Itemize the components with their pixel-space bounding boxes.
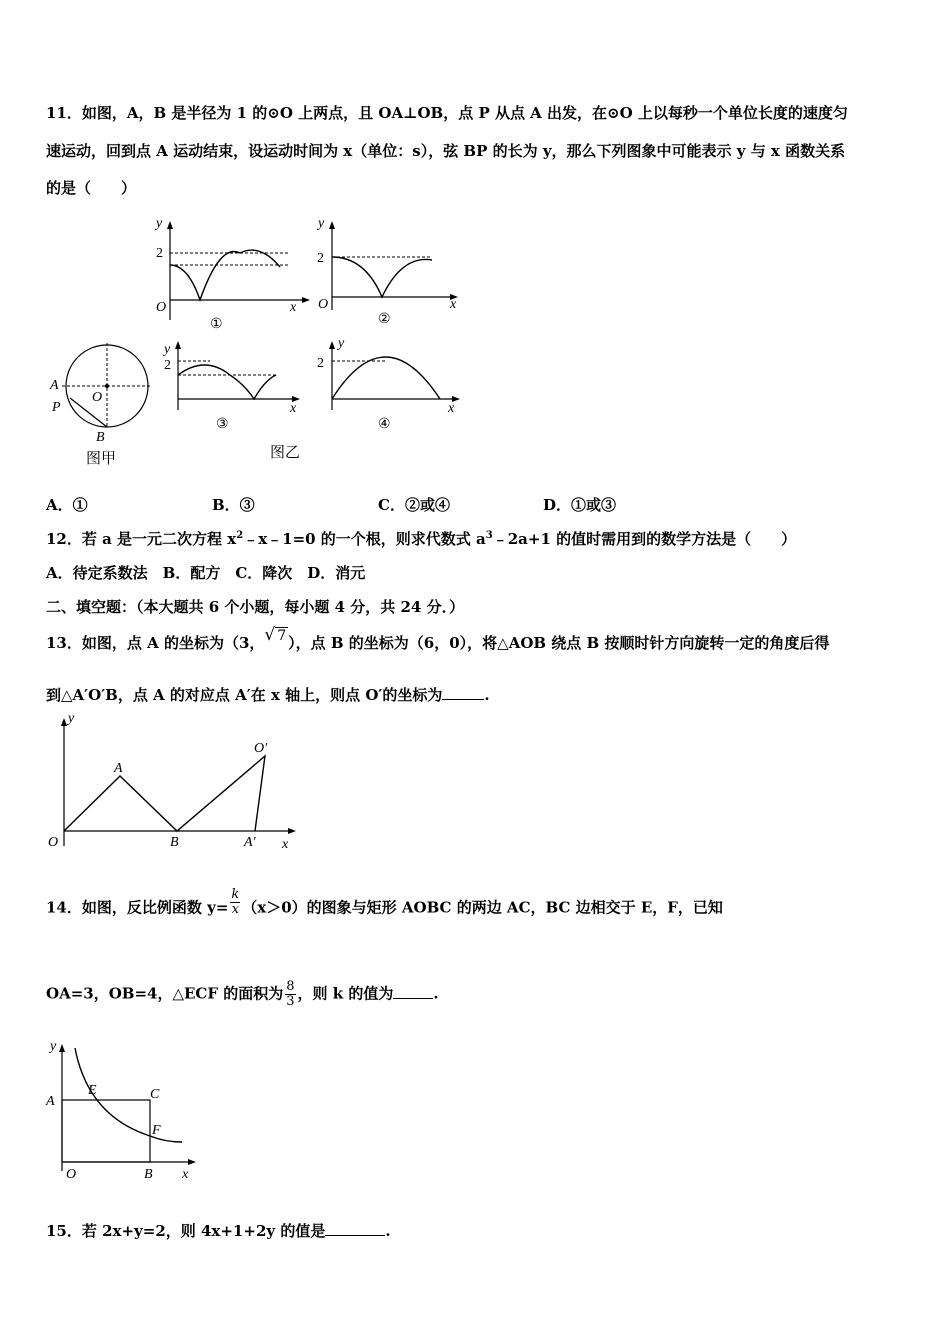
q14-x-label: x	[182, 1167, 189, 1182]
circle-b-label: B	[96, 430, 105, 445]
q14-area-den: 3	[286, 994, 295, 1009]
q12-stem-pre: 12．若 a 是一元二次方程 x	[46, 530, 237, 548]
section-2-heading: 二、填空题：（本大题共 6 个小题，每小题 4 分，共 24 分．）	[46, 598, 465, 616]
g4-two-label: 2	[317, 356, 324, 371]
g2-o-label: O	[318, 297, 329, 312]
q13-a-prime-label: A′	[244, 835, 256, 850]
q14-figure	[40, 1036, 200, 1194]
q14-area-num: 8	[286, 979, 295, 994]
q13-figure	[40, 708, 300, 858]
q14-e-label: E	[88, 1083, 97, 1098]
g3-y-label: y	[164, 342, 171, 357]
q14-line2-pre: OA=3，OB=4，△ECF 的面积为	[46, 984, 284, 1003]
q14-fraction-k-over-x	[230, 888, 240, 917]
q13-line1	[46, 625, 830, 653]
q13-a-label: A	[114, 761, 123, 776]
q14-b-label: B	[144, 1167, 153, 1182]
q13-post: ），点 B 的坐标为（6，0），将△AOB 绕点 B 按顺时针方向旋转一定的角度后得	[288, 634, 830, 652]
q11-option-d: D．①或③	[543, 496, 617, 514]
q12-sup-3: 3	[485, 530, 493, 541]
q12-sup-2: 2	[236, 530, 244, 541]
g2-number: ②	[378, 312, 391, 327]
q12-options: A．待定系数法 B．配方 C．降次 D．消元	[46, 564, 366, 582]
q11-option-b: B．③	[212, 496, 255, 514]
g1-y-label: y	[156, 216, 163, 231]
g1-x-label: x	[290, 300, 297, 315]
q14-answer-blank[interactable]	[393, 998, 433, 999]
q14-c-label: C	[150, 1087, 160, 1102]
q12-stem-post: ﹣2a+1 的值时需用到的数学方法是（ ）	[492, 530, 797, 548]
q12-stem	[46, 528, 796, 549]
q15-line	[46, 1220, 391, 1241]
q12-stem-mid: ﹣x﹣1=0 的一个根，则求代数式 a	[243, 530, 486, 548]
g3-number: ③	[216, 417, 229, 432]
circle-figure	[49, 343, 152, 467]
q13-pre: 13．如图，点 A 的坐标为（3，	[46, 634, 265, 652]
q14-o-label: O	[66, 1167, 77, 1182]
sqrt-sign: √	[264, 625, 276, 645]
q14-end: .	[433, 984, 439, 1003]
g2-x-label: x	[450, 297, 457, 312]
q14-y-label: y	[50, 1039, 57, 1054]
q11-line3: 的是（ ）	[46, 179, 137, 197]
graph-2	[316, 216, 458, 327]
q11-line2: 速运动，回到点 A 运动结束，设运动时间为 x（单位：s），弦 BP 的长为 y，那么下列图象中可能表示 y 与 x 函数关系	[46, 142, 846, 160]
q14-area-fraction	[285, 980, 295, 1009]
q13-x-label: x	[282, 837, 289, 852]
g1-two-label: 2	[156, 246, 163, 261]
q13-o-label: O	[48, 835, 59, 850]
g3-x-label: x	[290, 401, 297, 416]
q15-answer-blank[interactable]	[325, 1235, 385, 1236]
q14-post: （x＞0）的图象与矩形 AOBC 的两边 AC，BC 边相交于 E，F，已知	[242, 898, 723, 917]
graph-1	[154, 216, 310, 332]
circle-o-label: O	[92, 390, 103, 405]
g1-o-label: O	[156, 300, 167, 315]
g2-y-label: y	[318, 216, 325, 231]
q13-line2-text: 到△A′O′B，点 A 的对应点 A′在 x 轴上，则点 O′的坐标为	[46, 686, 443, 704]
q13-o-prime-label: O′	[254, 741, 268, 756]
q14-line2-post: ，则 k 的值为	[297, 984, 394, 1003]
q11-line1: 11．如图，A，B 是半径为 1 的⊙O 上两点，且 OA⊥OB，点 P 从点 A 出发，在⊙O 上以每秒一个单位长度的速度匀	[46, 104, 848, 122]
q11-figure	[40, 215, 470, 475]
g3-two-label: 2	[164, 358, 171, 373]
q14-pre: 14．如图，反比例函数 y=	[46, 898, 229, 917]
g4-y-label: y	[338, 336, 345, 351]
q13-y-label: y	[68, 711, 75, 726]
q11-option-c: C．②或④	[378, 496, 450, 514]
graph-3	[162, 341, 300, 461]
g1-number: ①	[210, 317, 223, 332]
q13-answer-blank[interactable]	[442, 699, 484, 700]
g4-number: ④	[378, 417, 391, 432]
q15-text: 15．若 2x+y=2，则 4x+1+2y 的值是	[46, 1222, 326, 1240]
g4-x-label: x	[448, 401, 455, 416]
q14-f-label: F	[152, 1123, 161, 1138]
fig-yi-caption: 图乙	[270, 445, 301, 461]
circle-a-label: A	[50, 378, 59, 393]
q13-end: .	[484, 686, 490, 704]
q14-line2	[46, 980, 439, 1009]
fig-jia-caption: 图甲	[86, 451, 117, 467]
q13-b-label: B	[170, 835, 179, 850]
q14-a-label: A	[46, 1094, 55, 1109]
sqrt-value: 7	[277, 628, 287, 644]
circle-p-label: P	[52, 400, 61, 415]
g2-two-label: 2	[317, 251, 324, 266]
q13-line2	[46, 684, 490, 705]
graph-4	[317, 336, 460, 432]
q15-end: .	[385, 1222, 391, 1240]
q14-line1	[46, 887, 723, 923]
q14-frac-num: k	[231, 887, 240, 902]
q14-frac-den: x	[231, 902, 239, 917]
q11-option-a: A．①	[46, 496, 88, 514]
